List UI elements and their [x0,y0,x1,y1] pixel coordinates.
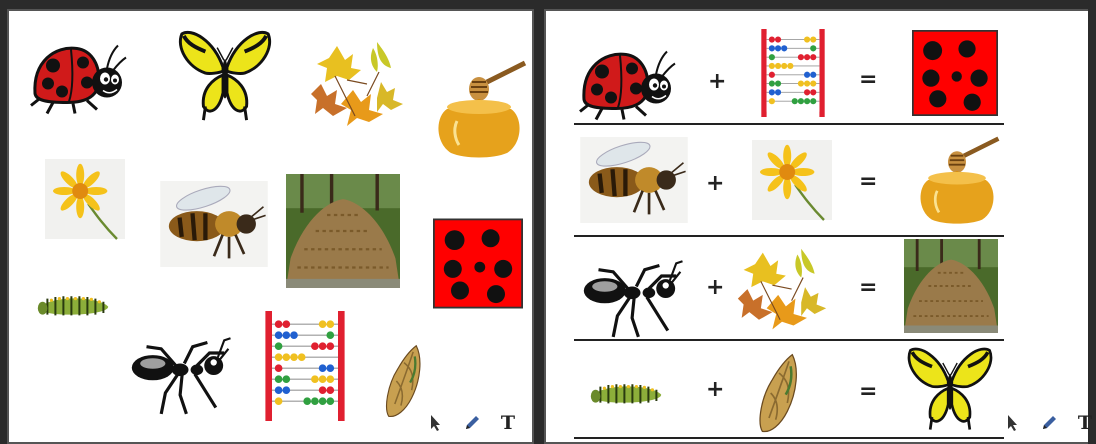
plus-sign: + [706,275,725,300]
text-tool-label: T [500,412,516,434]
butterfly-icon[interactable] [176,27,274,127]
abacus-icon[interactable] [261,311,349,421]
right-toolbar [1002,412,1096,434]
caterpillar-icon[interactable] [33,289,113,321]
row-divider [574,437,1004,439]
pen-icon[interactable] [461,412,483,434]
left-panel [7,9,534,444]
equals-sign: = [859,379,878,404]
pen-icon[interactable] [1038,412,1060,434]
left-toolbar [425,412,519,434]
daisy-flower-icon[interactable] [752,135,832,225]
cocoon-icon[interactable] [754,351,804,435]
cursor-icon[interactable] [425,412,447,434]
plus-sign: + [708,69,727,94]
equals-sign: = [859,67,878,92]
abacus-icon[interactable] [751,29,835,117]
anthill-icon[interactable] [898,239,1004,333]
honey-jar-icon[interactable] [912,125,1002,235]
text-tool-button[interactable] [497,412,519,434]
anthill-icon[interactable] [281,174,405,288]
ant-icon[interactable] [576,255,684,339]
cocoon-icon[interactable] [381,340,427,422]
equals-sign: = [859,275,878,300]
plus-sign: + [706,377,725,402]
ladybug-icon[interactable] [576,45,676,121]
bee-icon[interactable] [580,137,688,223]
equals-sign: = [859,169,878,194]
plus-sign: + [706,171,725,196]
bee-icon[interactable] [159,181,269,267]
butterfly-icon[interactable] [902,345,998,435]
text-tool-button[interactable] [1074,412,1096,434]
autumn-leaves-icon[interactable] [307,27,407,145]
cursor-icon[interactable] [1002,412,1024,434]
text-tool-label: T [1077,412,1093,434]
red-dots-card-icon[interactable] [433,212,523,315]
caterpillar-icon[interactable] [586,377,666,409]
right-panel [544,9,1093,444]
ladybug-icon[interactable] [27,39,127,115]
ant-icon[interactable] [124,332,232,416]
honey-jar-icon[interactable] [429,46,529,172]
autumn-leaves-icon[interactable] [734,241,830,341]
row-divider [574,339,1004,341]
row-divider [574,235,1004,237]
red-dots-card-icon[interactable] [912,29,998,117]
daisy-flower-icon[interactable] [45,154,125,244]
